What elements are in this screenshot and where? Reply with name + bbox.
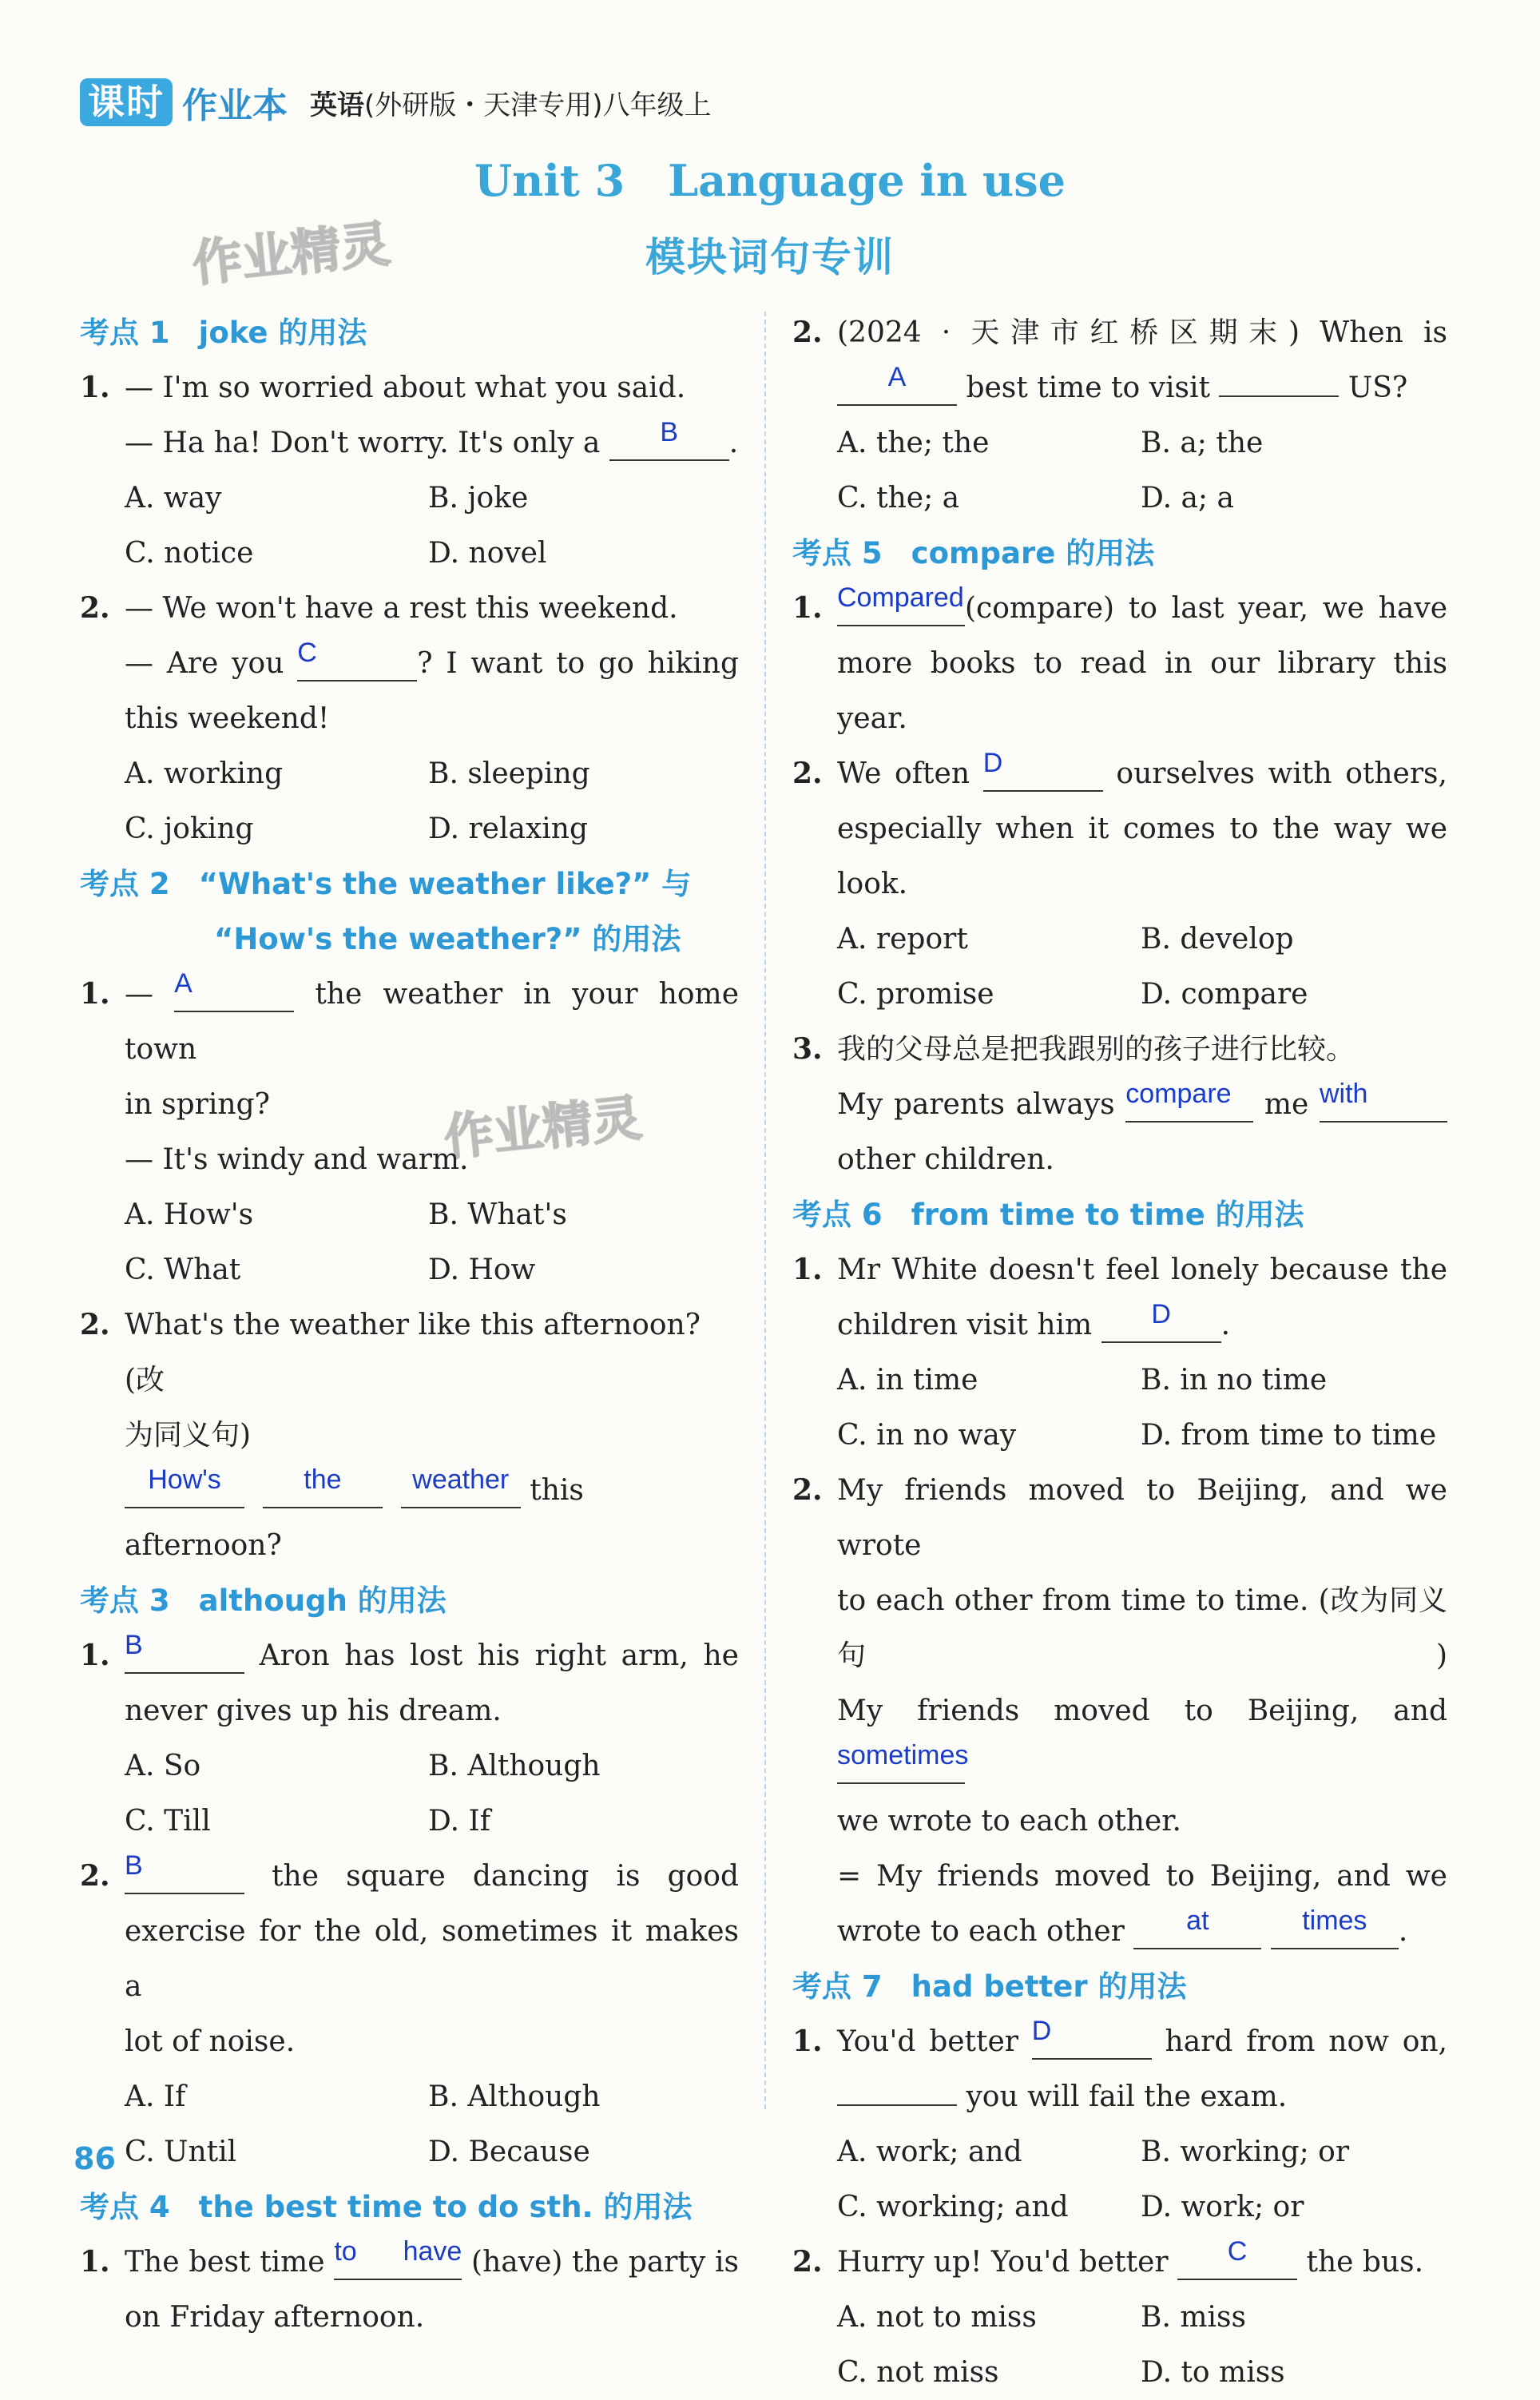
kaodian-heading: 考点 6 from time to time 的用法 [792,1198,1304,1232]
answer-blank: A [837,372,957,406]
watermark: 作业精灵 [189,214,393,293]
right-column [792,305,1447,2400]
answer-blank: C [1177,2247,1297,2280]
options: A. So B. Although C. Till D. If [125,1750,601,1838]
question: 1. Compared(compare) to last year, we have more books to read in our library this year. [792,582,1447,735]
answer-blank: to have [334,2247,462,2280]
answer-blank: D [1101,1309,1221,1343]
question: 1. — A the weather in your home town [80,968,739,1066]
options: A. report B. develop C. promise D. compare [837,923,1308,1011]
answer-blank: at [1133,1916,1261,1949]
answer-blank: D [1032,2026,1152,2060]
question: 2. B the square dancing is good [80,1850,740,1893]
book-info [310,83,712,122]
question: 2. Hurry up! You'd better C the bus. [792,2236,1424,2279]
column-divider [764,312,766,2109]
edition: (外研版・天津专用)八年级上 [364,89,712,121]
subject: 英语 [310,89,364,121]
question: 2. What's the weather like this afternoon? (改 为同义句) [80,1308,701,1452]
answer-blank: C [297,648,417,681]
answer-blank: A [174,979,294,1012]
answer-blank: Compared [837,593,965,626]
question: 1. You'd better D hard from now on, you will fail the exam. [792,2016,1448,2113]
kaodian-heading: 考点 7 had better 的用法 [792,1969,1187,2004]
answer-blank: times [1271,1916,1399,1949]
kaodian-heading: 考点 1 joke 的用法 [80,316,367,350]
answer-blank: sometimes [837,1750,965,1784]
question: 2. (2024 · 天津市红桥区期末) When is A best time to visit US? [792,316,1447,404]
watermark: 作业精灵 [441,1088,645,1167]
answer-blank: with [1320,1089,1447,1123]
question: 3. 我的父母总是把我跟别的孩子进行比较。 My parents always compare me with other children. [792,1022,1447,1187]
question: 2. My friends moved to Beijing, and we wrote to each other from time to time. (改为同义句) My friends moved to Beijing, and sometimes we wrote to each other. = My friends moved to Beijing, and we wrote to each other at times . [792,1473,1447,1948]
answer-blank: B [609,427,729,461]
page-number: 86 [73,2141,116,2176]
answer-blank: the [263,1475,383,1508]
answer-blank: B [125,1861,244,1894]
options: A. working B. sleeping C. joking D. relaxing [125,757,590,845]
options: A. way B. joke C. notice D. novel [125,482,547,570]
answer-blank: B [125,1640,244,1674]
answer-blank: D [983,758,1103,792]
answer-blank [837,2072,957,2106]
kaodian-heading-cont: “How's the weather?” 的用法 [214,922,681,956]
logo-text: 作业本 [182,85,288,126]
question: 1. The best time to have (have) the party is [80,2236,739,2279]
unit-title: Unit 3 Language in use [474,155,1066,206]
question: 2. We often D ourselves with others, especially when it comes to the way we look. [792,748,1447,900]
left-column: 考点 1 joke 的用法 1. — I'm so worried about what you said. — Ha ha! Don't worry. It's only a B . A. way B. joke C. notice D. novel 2. — We won't have a rest this weekend. — Are you C ? I want to go hiking this weekend! A. working B. sleeping C. joking D. relaxing 考点 2 “What's the weather like?” 与 “How's the weather?” 的用法 1. — A the weather in your home town in spring? — It's windy and warm. A. How's B. What's C. What D. How 2. What's the weather like this afternoon? (改 为同义句) How's the weather this afternoon? 考点 3 although 的用法 1. B Aron has lost his right arm, he never gives up his dream. A. So B. Although C. Till D. If 2. B the square dancing is good exercise for the old, sometimes it makes a lot of noise. A. If B. Although C. Until D. Because 考点 4 the best time to do sth. 的用法 1. The best time to have (have) the party is on Friday afternoon. [80,305,739,2345]
question: 1. Mr White doesn't feel lonely because the children visit him D . [792,1253,1447,1341]
options: A. not to miss B. miss C. not miss D. to miss [837,2301,1285,2389]
kaodian-heading: 考点 2 “What's the weather like?” 与 [80,867,692,901]
kaodian-heading: 考点 5 compare 的用法 [792,536,1155,570]
kaodian-heading: 考点 4 the best time to do sth. 的用法 [80,2190,693,2224]
options: A. in time B. in no time C. in no way D. from time to time [837,1364,1437,1452]
answer-blank [1219,364,1339,397]
answer-blank: compare [1125,1089,1253,1123]
page-header [80,77,712,128]
options: A. How's B. What's C. What D. How [125,1198,567,1286]
answer-blank: How's [125,1475,244,1508]
section-title: 模块词句专训 [645,234,895,280]
question: 1. B Aron has lost his right arm, he [80,1630,739,1672]
options: A. work; and B. working; or C. working; and D. work; or [837,2136,1350,2223]
kaodian-heading: 考点 3 although 的用法 [80,1583,447,1618]
options: A. the; the B. a; the C. the; a D. a; a [837,427,1264,515]
logo-box: 课时 [80,78,173,126]
answer-blank: weather [401,1475,521,1508]
question: 2. — We won't have a rest this weekend. — Are you C ? I want to go hiking [80,591,739,680]
question: 1. — I'm so worried about what you said. — Ha ha! Don't worry. It's only a B . [80,371,739,459]
options: A. If B. Although C. Until D. Because [125,2080,601,2168]
brand-logo [80,77,288,128]
